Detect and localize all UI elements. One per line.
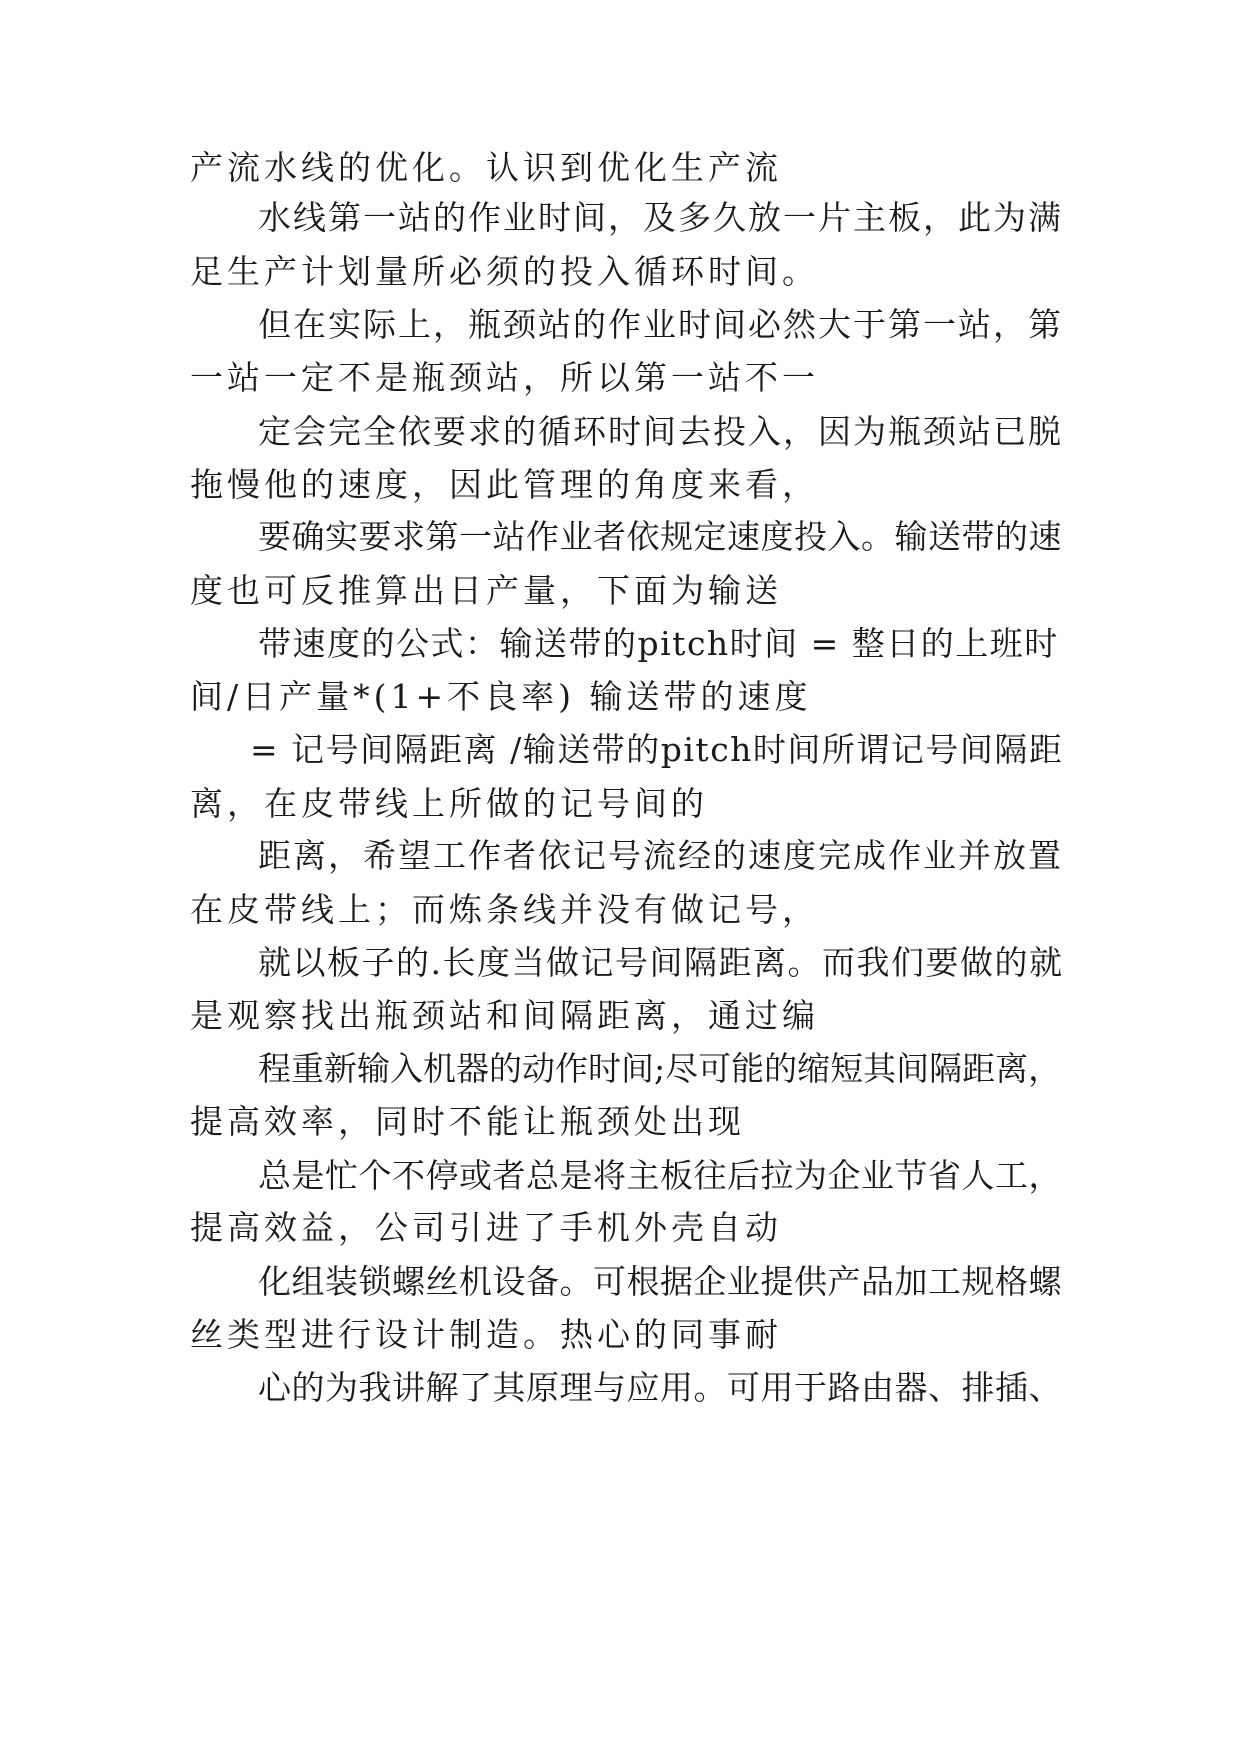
text-line-24: 心的为我讲解了其原理与应用。可用于路由器、排插、 [258,1368,1062,1407]
text-line-16: 就以板子的.长度当做记号间隔距离。而我们要做的就 [258,943,1064,982]
text-line-23: 丝类型进行设计制造。热心的同事耐 [190,1315,782,1354]
text-line-14: 距离，希望工作者依记号流经的速度完成作业并放置 [258,836,1063,875]
text-line-20: 总是忙个不停或者总是将主板往后拉为企业节省人工， [258,1156,1062,1195]
text-line-15: 在皮带线上；而炼条线并没有做记号， [190,890,819,929]
text-line-13: 离，在皮带线上所做的记号间的 [190,784,708,823]
text-line-18: 程重新输入机器的动作时间;尽可能的缩短其间隔距离， [258,1049,1062,1088]
text-line-2: 水线第一站的作业时间，及多久放一片主板，此为满 [258,198,1063,237]
text-line-4: 但在实际上，瓶颈站的作业时间必然大于第一站，第 [258,305,1063,344]
text-line-9: 度也可反推算出日产量，下面为输送 [190,571,782,610]
text-line-22: 化组装锁螺丝机设备。可根据企业提供产品加工规格螺 [258,1262,1062,1301]
text-line-7: 拖慢他的速度，因此管理的角度来看， [190,465,819,504]
text-line-19: 提高效率，同时不能让瓶颈处出现 [190,1102,745,1141]
text-line-1: 产流水线的优化。认识到优化生产流 [190,148,782,187]
text-line-12: = 记号间隔距离 /输送带的pitch时间所谓记号间隔距 [250,730,1064,769]
text-line-5: 一站一定不是瓶颈站，所以第一站不一 [190,358,819,397]
text-line-21: 提高效益，公司引进了手机外壳自动 [190,1208,782,1247]
text-line-6: 定会完全依要求的循环时间去投入，因为瓶颈站已脱 [258,412,1063,451]
text-line-17: 是观察找出瓶颈站和间隔距离，通过编 [190,996,819,1035]
text-line-10: 带速度的公式：输送带的pitch时间 = 整日的上班时 [258,624,1059,663]
text-line-8: 要确实要求第一站作业者依规定速度投入。输送带的速 [258,517,1062,556]
text-line-3: 足生产计划量所必须的投入循环时间。 [190,252,819,291]
text-line-11: 间/日产量*(1+不良率) 输送带的速度 [190,677,812,716]
